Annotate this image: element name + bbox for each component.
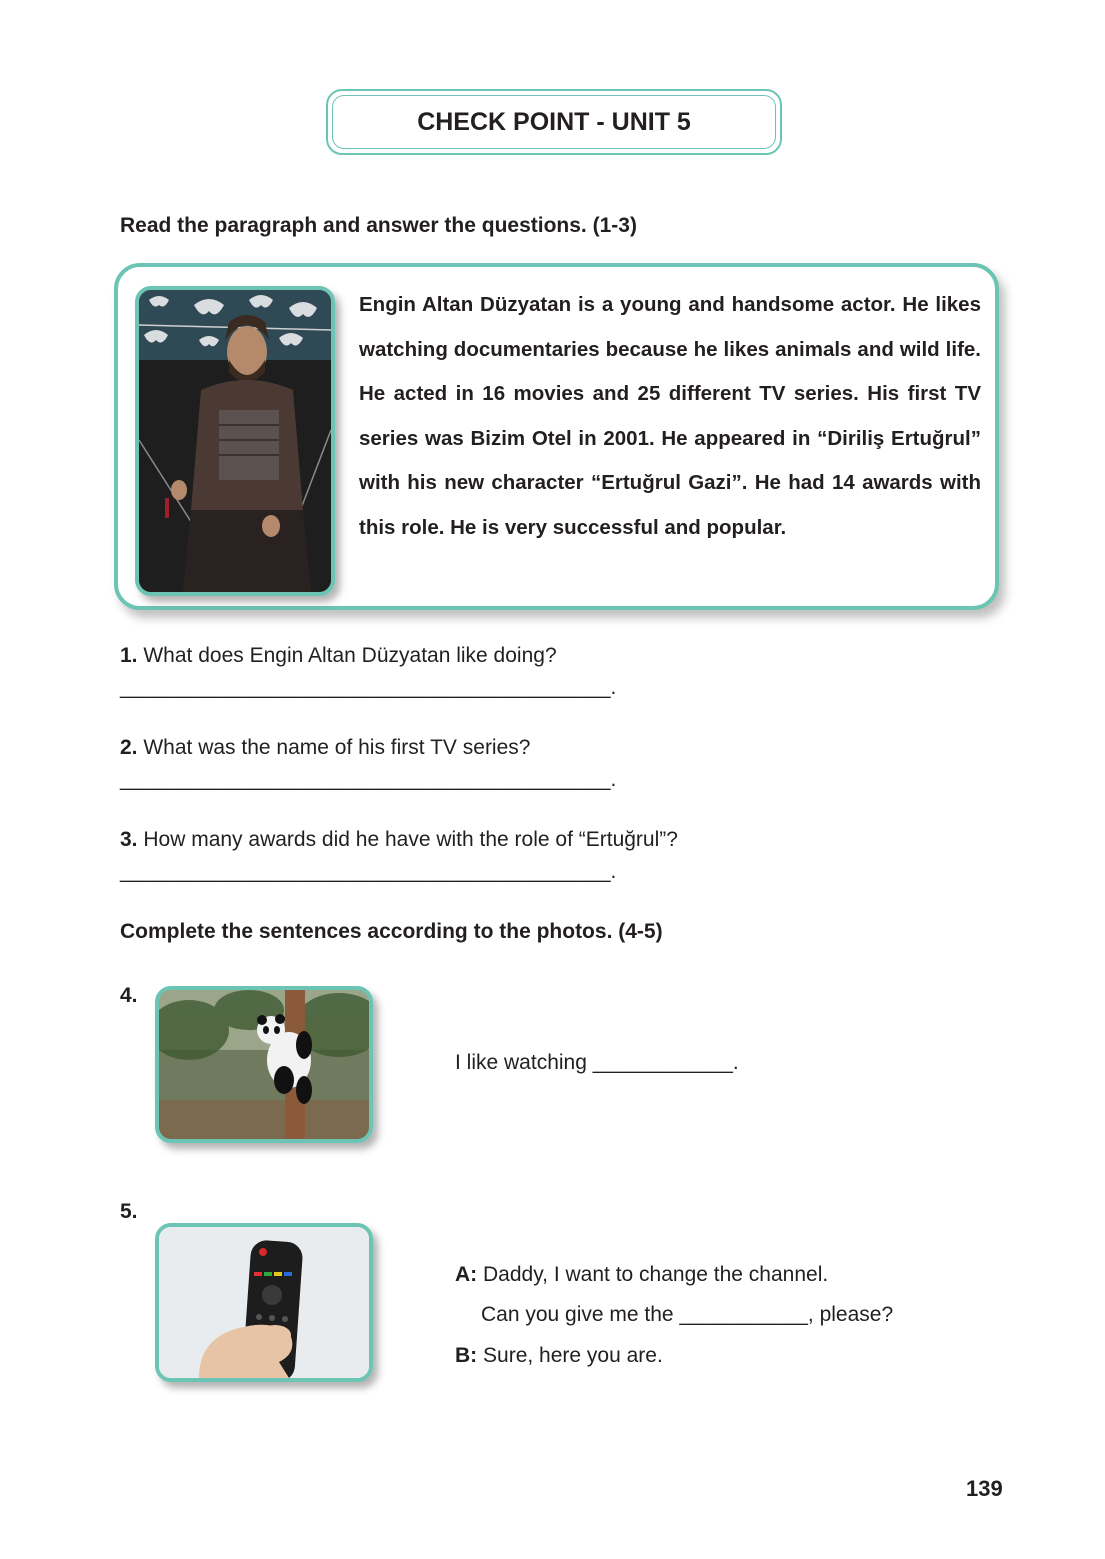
panda-illustration bbox=[159, 990, 369, 1139]
panda-photo bbox=[155, 986, 373, 1143]
item-5-number: 5. bbox=[120, 1200, 138, 1223]
question-text: How many awards did he have with the role of “Ertuğrul”? bbox=[143, 828, 678, 851]
question-1 bbox=[120, 644, 557, 668]
page-title: CHECK POINT - UNIT 5 bbox=[417, 107, 691, 136]
speaker-b-label: B: bbox=[455, 1344, 478, 1367]
speaker-a-label: A: bbox=[455, 1263, 478, 1286]
remote-illustration bbox=[159, 1227, 369, 1378]
dialogue-a-line1 bbox=[455, 1263, 828, 1287]
actor-photo bbox=[135, 286, 335, 596]
item-4-sentence: I like watching ____________. bbox=[455, 1051, 739, 1074]
question-text: What does Engin Altan Düzyatan like doing? bbox=[143, 644, 557, 667]
question-text: What was the name of his first TV series? bbox=[143, 736, 531, 759]
answer-blank-1[interactable]: __________________________________________. bbox=[120, 676, 617, 699]
dialogue-b-text: Sure, here you are. bbox=[483, 1344, 663, 1367]
answer-blank-3[interactable]: __________________________________________. bbox=[120, 860, 617, 883]
dialogue-a-text-1: Daddy, I want to change the channel. bbox=[483, 1263, 829, 1286]
remote-photo bbox=[155, 1223, 373, 1382]
title-box bbox=[326, 89, 782, 155]
dialogue-b-line bbox=[455, 1344, 663, 1368]
actor-illustration bbox=[139, 290, 331, 592]
section2-instruction: Complete the sentences according to the photos. (4-5) bbox=[120, 920, 663, 943]
item-4-number: 4. bbox=[120, 984, 138, 1007]
question-3 bbox=[120, 828, 678, 852]
actor-paragraph: Engin Altan Düzyatan is a young and handsome actor. He likes watching documentaries because he likes animals and wild life. He acted in 16 movies and 25 different TV series. His first TV series was Bizim Otel in 2001. He appeared in “Diriliş Ertuğrul” with his new character “Ertuğrul Gazi”. He had 14 awards with this role. He is very successful and popular. bbox=[359, 293, 981, 539]
question-number: 1. bbox=[120, 644, 138, 667]
dialogue-a-line2: Can you give me the ___________, please? bbox=[481, 1303, 894, 1326]
question-number: 2. bbox=[120, 736, 138, 759]
answer-blank-2[interactable]: __________________________________________. bbox=[120, 768, 617, 791]
page-number: 139 bbox=[966, 1476, 1003, 1501]
question-2 bbox=[120, 736, 530, 760]
section1-instruction: Read the paragraph and answer the questions. (1-3) bbox=[120, 214, 637, 237]
question-number: 3. bbox=[120, 828, 138, 851]
